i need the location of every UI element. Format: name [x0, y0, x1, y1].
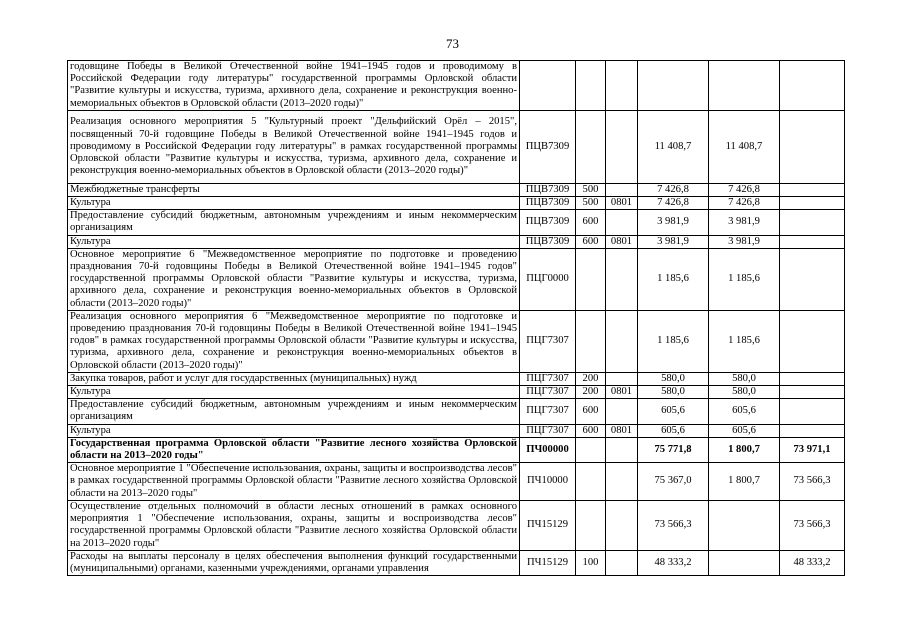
row-total-amount-cell: 75 367,0 [638, 463, 709, 501]
row-total-amount-cell: 605,6 [638, 424, 709, 437]
row-code-cell: ПЦВ7309 [520, 235, 576, 248]
table-row [68, 183, 845, 196]
row-expense-type-cell: 500 [576, 183, 606, 196]
row-name-cell: Осуществление отдельных полномочий в области лесных отношений в рамках основного мероприятия 1 "Обеспечение использования, охраны, защиты и воспроизводства лесов" государственной программы Орловской области "Развитие лесного хозяйства Орловской области на 2013–2020 годы" [68, 500, 520, 550]
row-amount-2-cell [709, 500, 780, 550]
row-name-cell: Основное мероприятие 6 "Межведомственное мероприятие по подготовке и проведению празднования 70-й годовщины Победы в Великой Отечественной войне 1941–1945 годов" государственной программы Орловской области "Развитие культуры и искусства, туризма, архивного дела, сохранение и реконструкция военно-мемориальных объектов в Орловской области (2013–2020 годы)" [68, 248, 520, 310]
row-amount-3-cell [780, 372, 845, 385]
row-amount-3-cell [780, 424, 845, 437]
table-row [68, 550, 845, 575]
row-code-cell: ПЦВ7309 [520, 210, 576, 235]
row-amount-2-cell: 11 408,7 [709, 110, 780, 183]
row-expense-type-cell: 500 [576, 197, 606, 210]
row-amount-3-cell [780, 248, 845, 310]
row-section-cell: 0801 [606, 386, 638, 399]
row-amount-3-cell [780, 210, 845, 235]
table-row [68, 210, 845, 235]
row-amount-3-cell [780, 110, 845, 183]
row-expense-type-cell: 600 [576, 210, 606, 235]
row-expense-type-cell [576, 248, 606, 310]
row-section-cell [606, 500, 638, 550]
row-expense-type-cell: 600 [576, 399, 606, 424]
row-total-amount-cell: 580,0 [638, 372, 709, 385]
row-amount-2-cell: 1 185,6 [709, 310, 780, 372]
row-amount-2-cell: 7 426,8 [709, 197, 780, 210]
row-code-cell: ПЦГ7307 [520, 372, 576, 385]
row-total-amount-cell [638, 61, 709, 111]
row-total-amount-cell: 1 185,6 [638, 248, 709, 310]
row-amount-3-cell: 48 333,2 [780, 550, 845, 575]
row-total-amount-cell: 48 333,2 [638, 550, 709, 575]
row-total-amount-cell: 1 185,6 [638, 310, 709, 372]
row-section-cell: 0801 [606, 235, 638, 248]
budget-table [67, 60, 845, 576]
table-row [68, 463, 845, 501]
row-name-cell: Государственная программа Орловской области "Развитие лесного хозяйства Орловской области на 2013–2020 годы" [68, 437, 520, 462]
row-section-cell [606, 310, 638, 372]
row-section-cell [606, 248, 638, 310]
row-name-cell: Культура [68, 386, 520, 399]
row-section-cell [606, 110, 638, 183]
table-row [68, 500, 845, 550]
row-expense-type-cell [576, 310, 606, 372]
row-section-cell [606, 399, 638, 424]
row-total-amount-cell: 73 566,3 [638, 500, 709, 550]
row-amount-2-cell: 580,0 [709, 372, 780, 385]
row-total-amount-cell: 7 426,8 [638, 183, 709, 196]
row-expense-type-cell: 600 [576, 235, 606, 248]
row-name-cell: годовщине Победы в Великой Отечественной войне 1941–1945 годов и проводимому в Российской Федерации году литературы" государственной программы Орловской области "Развитие культуры и искусства, туризма, архивного дела, сохранение и реконструкция военно-мемориальных объектов в Орловской области (2013–2020 годы)" [68, 61, 520, 111]
row-amount-2-cell: 605,6 [709, 399, 780, 424]
row-expense-type-cell [576, 110, 606, 183]
row-code-cell: ПЦГ0000 [520, 248, 576, 310]
table-row [68, 61, 845, 111]
row-amount-3-cell [780, 183, 845, 196]
row-amount-2-cell: 580,0 [709, 386, 780, 399]
row-amount-2-cell: 605,6 [709, 424, 780, 437]
row-amount-2-cell [709, 61, 780, 111]
row-amount-2-cell: 1 185,6 [709, 248, 780, 310]
row-code-cell: ПЦГ7307 [520, 386, 576, 399]
row-code-cell: ПЦВ7309 [520, 183, 576, 196]
row-amount-3-cell: 73 566,3 [780, 463, 845, 501]
row-amount-3-cell [780, 386, 845, 399]
row-name-cell: Закупка товаров, работ и услуг для государственных (муниципальных) нужд [68, 372, 520, 385]
row-expense-type-cell: 100 [576, 550, 606, 575]
row-code-cell: ПЦГ7307 [520, 399, 576, 424]
row-total-amount-cell: 7 426,8 [638, 197, 709, 210]
row-amount-3-cell: 73 566,3 [780, 500, 845, 550]
row-total-amount-cell: 605,6 [638, 399, 709, 424]
row-code-cell: ПЧ15129 [520, 500, 576, 550]
row-amount-3-cell: 73 971,1 [780, 437, 845, 462]
row-section-cell [606, 61, 638, 111]
table-row [68, 399, 845, 424]
row-amount-3-cell [780, 310, 845, 372]
row-section-cell [606, 372, 638, 385]
row-code-cell: ПЧ00000 [520, 437, 576, 462]
table-row [68, 197, 845, 210]
table-row [68, 372, 845, 385]
table-row [68, 424, 845, 437]
row-section-cell: 0801 [606, 197, 638, 210]
row-total-amount-cell: 580,0 [638, 386, 709, 399]
table-row [68, 248, 845, 310]
row-expense-type-cell: 600 [576, 424, 606, 437]
row-name-cell: Культура [68, 235, 520, 248]
row-code-cell: ПЧ10000 [520, 463, 576, 501]
row-code-cell: ПЦВ7309 [520, 197, 576, 210]
row-name-cell: Культура [68, 424, 520, 437]
row-amount-3-cell [780, 399, 845, 424]
row-code-cell: ПЦГ7307 [520, 310, 576, 372]
row-section-cell [606, 210, 638, 235]
row-section-cell [606, 463, 638, 501]
row-amount-2-cell: 1 800,7 [709, 437, 780, 462]
table-row [68, 310, 845, 372]
row-name-cell: Предоставление субсидий бюджетным, автономным учреждениям и иным некоммерческим организациям [68, 210, 520, 235]
row-code-cell: ПЦГ7307 [520, 424, 576, 437]
row-total-amount-cell: 3 981,9 [638, 210, 709, 235]
row-amount-2-cell: 7 426,8 [709, 183, 780, 196]
row-code-cell [520, 61, 576, 111]
row-name-cell: Основное мероприятие 1 "Обеспечение использования, охраны, защиты и воспроизводства лесов" в рамках государственной программы Орловской области "Развитие лесного хозяйства Орловской области на 2013–2020 годы" [68, 463, 520, 501]
table-row [68, 235, 845, 248]
row-expense-type-cell [576, 463, 606, 501]
row-name-cell: Предоставление субсидий бюджетным, автономным учреждениям и иным некоммерческим организациям [68, 399, 520, 424]
row-code-cell: ПЧ15129 [520, 550, 576, 575]
row-expense-type-cell: 200 [576, 372, 606, 385]
row-amount-3-cell [780, 235, 845, 248]
row-total-amount-cell: 3 981,9 [638, 235, 709, 248]
row-total-amount-cell: 11 408,7 [638, 110, 709, 183]
row-expense-type-cell: 200 [576, 386, 606, 399]
row-name-cell: Реализация основного мероприятия 6 "Межведомственное мероприятие по подготовке и проведению празднования 70-й годовщины Победы в Великой Отечественной войне 1941–1945 годов" в рамках государственной программы Орловской области "Развитие культуры и искусства, туризма, архивного дела, сохранение и реконструкция военно-мемориальных объектов в Орловской области (2013–2020 годы)" [68, 310, 520, 372]
row-name-cell: Культура [68, 197, 520, 210]
row-name-cell: Реализация основного мероприятия 5 "Культурный проект "Дельфийский Орёл – 2015", посвященный 70-й годовщине Победы в Великой Отечественной войне 1941–1945 годов и проводимому в Российской Федерации году литературы" в рамках государственной программы Орловской области "Развитие культуры и искусства, туризма, архивного дела, сохранение и реконструкция военно-мемориальных объектов в Орловской области (2013–2020 годы)" [68, 110, 520, 183]
row-section-cell [606, 437, 638, 462]
row-code-cell: ПЦВ7309 [520, 110, 576, 183]
row-expense-type-cell [576, 437, 606, 462]
row-amount-3-cell [780, 61, 845, 111]
row-amount-2-cell: 3 981,9 [709, 235, 780, 248]
row-amount-3-cell [780, 197, 845, 210]
row-amount-2-cell: 1 800,7 [709, 463, 780, 501]
row-total-amount-cell: 75 771,8 [638, 437, 709, 462]
table-body [68, 61, 845, 576]
row-expense-type-cell [576, 61, 606, 111]
row-section-cell: 0801 [606, 424, 638, 437]
row-section-cell [606, 183, 638, 196]
row-name-cell: Межбюджетные трансферты [68, 183, 520, 196]
row-name-cell: Расходы на выплаты персоналу в целях обеспечения выполнения функций государственными (муниципальными) органами, казенными учреждениями, органами управления [68, 550, 520, 575]
table-row [68, 386, 845, 399]
row-amount-2-cell [709, 550, 780, 575]
table-row [68, 437, 845, 462]
row-section-cell [606, 550, 638, 575]
row-amount-2-cell: 3 981,9 [709, 210, 780, 235]
row-expense-type-cell [576, 500, 606, 550]
page-number: 73 [446, 36, 459, 51]
table-row [68, 110, 845, 183]
